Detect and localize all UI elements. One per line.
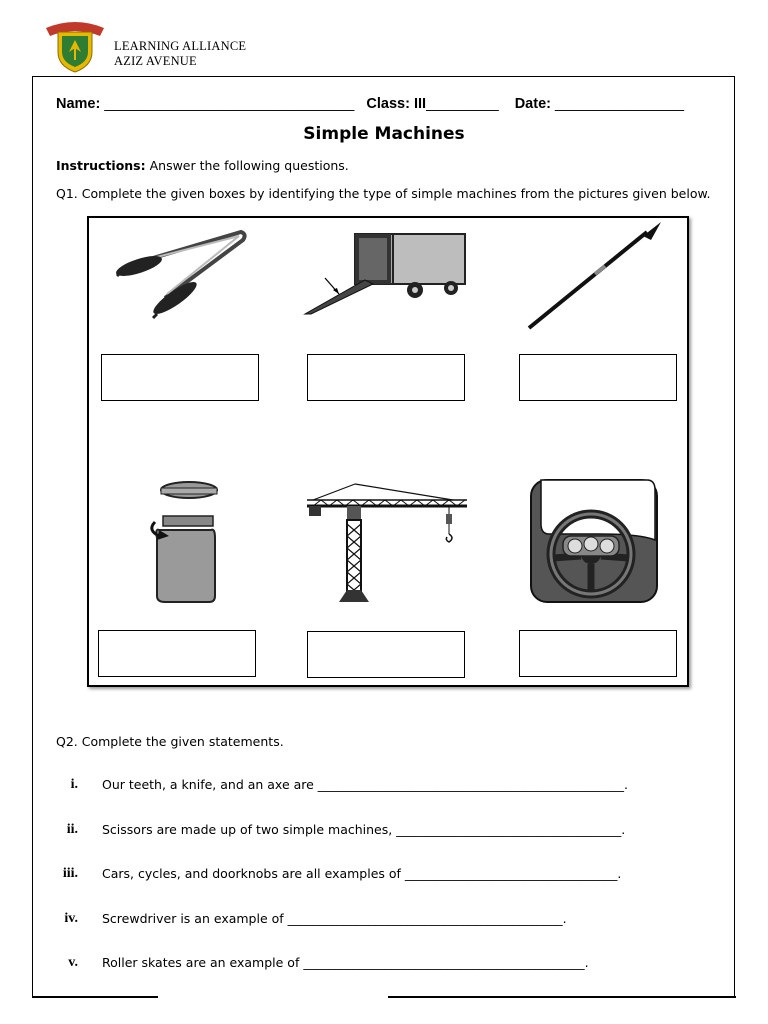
tongs-icon (113, 228, 248, 320)
statement-number: v. (68, 955, 78, 970)
school-name-line1: LEARNING ALLIANCE (114, 39, 247, 53)
question-2: Q2. Complete the given statements. (56, 734, 284, 749)
question-1: Q1. Complete the given boxes by identifying the type of simple machines from the pictures given below. (56, 186, 711, 201)
frame-bottom-left (32, 996, 158, 998)
answer-box-6[interactable] (519, 630, 677, 677)
name-label: Name: (56, 96, 101, 112)
answer-box-5[interactable] (307, 631, 465, 678)
statement-3 (0, 866, 768, 886)
school-crest-icon (44, 18, 106, 74)
statement-text[interactable]: Cars, cycles, and doorknobs are all examples of __________________________________. (102, 866, 622, 881)
picture-panel (87, 216, 689, 687)
jar-lid-icon (145, 478, 225, 604)
class-label: Class: III (366, 96, 427, 112)
statement-text[interactable]: Our teeth, a knife, and an axe are _________________________________________________. (102, 777, 629, 792)
name-field[interactable]: _______________________________ (104, 96, 355, 112)
crane-icon (303, 480, 469, 606)
statement-number: ii. (66, 822, 78, 837)
statement-2 (0, 822, 768, 842)
statement-text[interactable]: Scissors are made up of two simple machines, ____________________________________. (102, 822, 626, 837)
answer-box-4[interactable] (98, 630, 256, 677)
answer-box-3[interactable] (519, 354, 677, 401)
answer-box-2[interactable] (307, 354, 465, 401)
statement-number: iii. (62, 866, 78, 881)
frame-bottom-right (388, 996, 736, 998)
statement-1 (0, 777, 768, 797)
steering-wheel-icon (529, 478, 659, 604)
instructions-text: Answer the following questions. (145, 158, 349, 173)
statement-4 (0, 911, 768, 931)
statement-number: i. (70, 777, 78, 792)
page-title: Simple Machines (303, 124, 465, 144)
statement-5 (0, 955, 768, 975)
school-name (114, 39, 246, 69)
student-info-line (56, 96, 716, 112)
school-name-line2: AZIZ AVENUE (114, 54, 197, 68)
statement-text[interactable]: Roller skates are an example of _____________________________________________. (102, 955, 589, 970)
spear-icon (525, 222, 665, 332)
date-label: Date: (514, 96, 551, 112)
statement-number: iv. (64, 911, 78, 926)
instructions (56, 158, 349, 173)
statement-text[interactable]: Screwdriver is an example of ____________________________________________. (102, 911, 567, 926)
answer-box-1[interactable] (101, 354, 259, 401)
date-field[interactable]: ________________ (555, 96, 685, 112)
ramp-trailer-icon (303, 230, 471, 320)
class-field[interactable]: _________ (426, 96, 499, 112)
instructions-label: Instructions: (56, 158, 146, 173)
